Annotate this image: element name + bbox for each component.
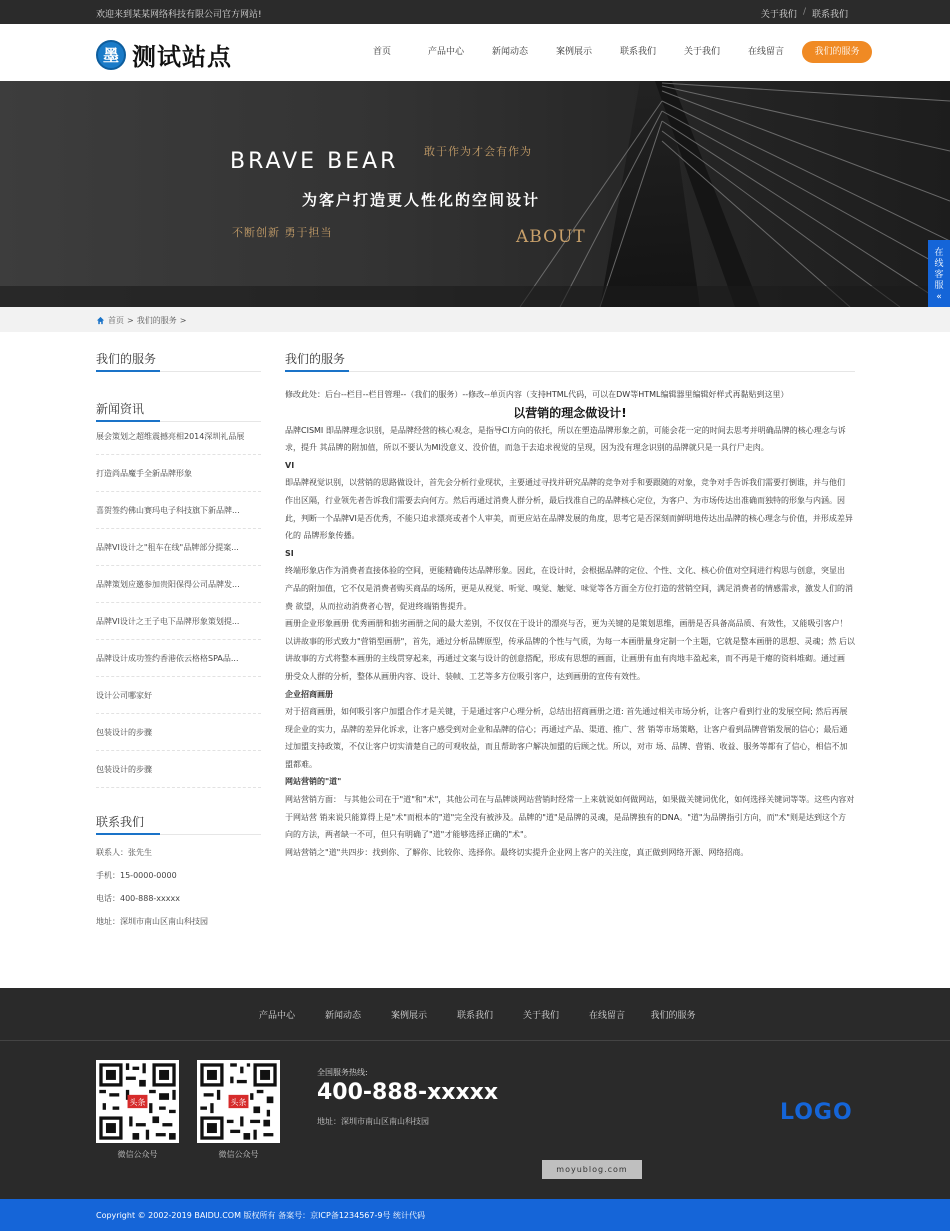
contact-phone: 电话：400-888-xxxxx: [96, 894, 180, 903]
logo-icon: 墨: [96, 40, 126, 70]
breadcrumb-sep: >: [127, 316, 134, 325]
qr-pattern: [96, 1060, 179, 1143]
footer: [0, 988, 950, 1199]
nav-news[interactable]: 新闻动态: [491, 47, 528, 57]
top-links: [761, 7, 848, 20]
banner-brave-text: BRAVE BEAR: [230, 149, 399, 174]
nav-products[interactable]: 产品中心: [427, 47, 464, 57]
nav-services-active[interactable]: 我们的服务: [802, 41, 872, 63]
copyright-bar: [0, 1199, 950, 1231]
footer-nav-contact[interactable]: 联系我们: [456, 1010, 493, 1021]
sidebar: [96, 350, 261, 933]
news-item[interactable]: 品牌策划应邀参加贵阳保得公司品牌发...: [96, 566, 261, 603]
nav-home[interactable]: 首页: [372, 47, 391, 57]
hotline-label: 全国服务热线:: [317, 1068, 368, 1077]
qr-label: 微信公众号: [218, 1150, 259, 1159]
article-paragraph: 画册企业形象画册 优秀画册和拙劣画册之间的最大差别，不仅仅在于设计的漂亮与否，更为关键的是策划思维，画册是否具备高品质、有效性，又能吸引客户！以讲故事的形式致力"营销型画册"，首先，通过分析品牌原型，传承品牌的个性与气质，为每一本画册量身定制一个主题，它就是整本画册的思想、灵魂；然 后以讲故事的方式将整本画册的主线贯穿起来，再通过文案与设计的创意搭配，形成有思想的画面，让画册有血有肉地丰盈起来，而不再是干瘪的资料堆砌。通过画 册受众人群的分析，整体从画册内容、设计、装帧、工艺等多方位吸引客户，达到画册的宣传有效性。: [285, 619, 855, 681]
logo-text: 测试站点: [132, 42, 232, 71]
news-item[interactable]: 设计公司哪家好: [96, 677, 261, 714]
qr-code-image: [197, 1060, 280, 1143]
article-heading: 以营销的理念做设计!: [513, 405, 627, 420]
site-logo[interactable]: [96, 37, 232, 72]
article-subheading: SI: [285, 548, 294, 558]
main-nav: [350, 41, 872, 63]
hero-banner: [0, 81, 950, 307]
breadcrumb-sep: >: [179, 316, 187, 325]
article-paragraph: 网站营销方面： 与其他公司在于"道"和"术"，其他公司在与品牌谈网站营销时经常一上来就说如何做网站，如果做关键词优化，如何选择关键词等等。这些内容对于网站营 销来说只能算得上是"术"而根本的"道"完全没有被涉及。品牌的"道"是品牌的灵魂，是品牌独有的DNA。"道"为品牌指引方向，而"术"则是达到这个方 向的方法，两者缺一不可，但只有明确了"道"才能够选择正确的"术"。: [285, 795, 855, 840]
footer-nav-message[interactable]: 在线留言: [588, 1010, 625, 1021]
qr-badge: 头条: [230, 1098, 247, 1108]
top-link-contact[interactable]: 联系我们: [811, 10, 848, 20]
home-icon: [96, 316, 105, 325]
nav-message[interactable]: 在线留言: [747, 47, 784, 57]
banner-about-text: ABOUT: [516, 227, 586, 247]
nav-contact[interactable]: 联系我们: [619, 47, 656, 57]
article-subheading: 网站营销的"道": [285, 777, 342, 787]
footer-nav-services[interactable]: 我们的服务: [650, 1010, 696, 1021]
footer-nav: [0, 988, 950, 1041]
article-body: [285, 386, 855, 861]
nav-cases[interactable]: 案例展示: [555, 47, 592, 57]
banner-slogan-2: 不断创新 勇于担当: [232, 226, 333, 239]
top-link-separator: /: [802, 7, 806, 17]
sidebar-contact-title: 联系我们: [96, 813, 261, 835]
float-char: 线: [934, 259, 944, 269]
footer-address: 地址：深圳市南山区南山科技园: [317, 1117, 429, 1126]
hotline-number[interactable]: 400-888-xxxxx: [317, 1080, 499, 1105]
qr-code-1: [96, 1060, 179, 1160]
qr-code-2: [197, 1060, 280, 1160]
main-content: [285, 350, 855, 861]
banner-headline: 为客户打造更人性化的空间设计: [302, 191, 541, 209]
breadcrumb-home[interactable]: 首页: [108, 316, 124, 325]
edit-note: 修改此处：后台--栏目--栏目管理--（我们的服务）--修改--单页内容（支持HTML代码，可以在DW等HTML编辑器里编辑好样式再黏贴到这里）: [285, 390, 789, 399]
sidebar-news-title: 新闻资讯: [96, 400, 261, 422]
float-char: 客: [934, 270, 944, 280]
news-item[interactable]: 展会策划之超维震撼亮相2014深圳礼品展: [96, 422, 261, 455]
footer-nav-cases[interactable]: 案例展示: [390, 1010, 427, 1021]
contact-person: 联系人：张先生: [96, 848, 152, 857]
article-paragraph: 网站营销之"道"共四步：找到你、了解你、比较你、选择你。最终切实提升企业网上客户的关注度，真正做到网络开源、网络招商。: [285, 847, 749, 857]
article-paragraph: 终端形象店作为消费者直接体验的空间，更能精确传达品牌形象。因此，在设计时，会根据品牌的定位、个性、文化、核心价值对空间进行构思与创意，突显出 产品的附加值，它不仅是消费者购买商品的场所，更是从视觉、听觉、嗅觉、触觉、味觉等各方面全方位打造的营销空间，满足消费者的情感需求，激发人们的消费 欲望，从而拉动消费者心智，促进终端销售提升。: [285, 566, 853, 611]
nav-about[interactable]: 关于我们: [683, 47, 720, 57]
footer-nav-about[interactable]: 关于我们: [522, 1010, 559, 1021]
news-item[interactable]: 品牌设计成功签约香港依云格格SPA品...: [96, 640, 261, 677]
float-char: 服: [934, 281, 944, 291]
banner-slogan-1: 敢于作为才会有作为: [424, 145, 532, 158]
watermark: moyublog.com: [542, 1160, 642, 1179]
qr-pattern: [197, 1060, 280, 1143]
sidebar-services-title[interactable]: 我们的服务: [96, 350, 261, 372]
article-subheading: VI: [285, 460, 295, 470]
news-item[interactable]: 喜贺签约佛山赛玛电子科技旗下新品牌...: [96, 492, 261, 529]
contact-address: 地址：深圳市南山区南山科技园: [96, 917, 208, 926]
news-list: [96, 422, 261, 788]
news-item[interactable]: 包装设计的步骤: [96, 751, 261, 788]
article-paragraph: 品牌CISMI 即品牌理念识别，是品牌经营的核心观念，是指导CI方向的依托，所以在塑造品牌形象之前，可能会花一定的时间去思考并明确品牌的核心理念与诉求，提升 其品牌的附加值，所以不要认为MI没意义、没价值，而急于去追求视觉的呈现，因为没有理念识别的品牌就只是一具行尸走肉。: [285, 425, 846, 453]
qr-code-image: [96, 1060, 179, 1143]
footer-nav-news[interactable]: 新闻动态: [324, 1010, 361, 1021]
contact-list: [96, 841, 261, 933]
news-item[interactable]: 品牌VI设计之"租车在线"品牌部分提案...: [96, 529, 261, 566]
footer-nav-products[interactable]: 产品中心: [258, 1010, 295, 1021]
double-chevron-left-icon: «: [936, 292, 942, 302]
top-bar: [0, 0, 950, 24]
header: [0, 24, 950, 81]
news-item[interactable]: 品牌VI设计之王子电下品牌形象策划提...: [96, 603, 261, 640]
breadcrumb: [0, 307, 950, 332]
news-item[interactable]: 包装设计的步骤: [96, 714, 261, 751]
online-service-float[interactable]: [928, 240, 950, 317]
article-subheading: 企业招商画册: [285, 689, 333, 699]
article-paragraph: 即品牌视觉识别，以营销的思路做设计，首先会分析行业现状，主要通过寻找并研究品牌的竞争对手和要跟随的对象，竞争对手告诉我们需要打倒谁，并与他们 作出区隔，行业领先者告诉我们需要去向何方。然后再通过消费人群分析，最后找准自己的品牌核心定位，为客户、为市场传达出准确而独特的形象与内涵。因此，判断一个品牌VI是否优秀，不能只追求漂亮或者个人审美，而更应站在品牌发展的角度，思考它是否深刻而鲜明地传达出品牌的核心理念与价值，并形成差异化的 品牌形象传播。: [285, 478, 853, 541]
contact-mobile: 手机：15-0000-0000: [96, 871, 177, 880]
float-char: 在: [934, 248, 944, 258]
news-item[interactable]: 打造尚品魔手全新品牌形象: [96, 455, 261, 492]
copyright-text: Copyright © 2002-2019 BAIDU.COM 版权所有 备案号：京ICP备1234567-9号 统计代码: [96, 1211, 425, 1220]
breadcrumb-current[interactable]: 我们的服务: [136, 316, 177, 325]
qr-label: 微信公众号: [117, 1150, 158, 1159]
welcome-text: 欢迎来到某某网络科技有限公司官方网站!: [96, 10, 262, 20]
article-paragraph: 对于招商画册，如何吸引客户加盟合作才是关键，于是通过客户心理分析，总结出招商画册之道: 首先通过相关市场分析，让客户看到行业的发展空间; 然后再展现企业的实力，品牌的差异化诉求，让客户感受到对企业和品牌的信心；再通过产品、渠道、推广、营 销等市场策略，让客户看到品牌营销发展的信心；最后通过加盟支持政策，不仅让客户切实清楚自己的可观收益，而且帮助客户解决加盟的后顾之忧。所以，对市 场、品牌、营销、收益、服务等都有了信心，相信不加盟都难。: [285, 707, 848, 769]
qr-badge: 头条: [129, 1098, 146, 1108]
top-link-about[interactable]: 关于我们: [760, 10, 797, 20]
page-title: 我们的服务: [285, 350, 855, 372]
footer-logo: LOGO: [780, 1100, 853, 1125]
